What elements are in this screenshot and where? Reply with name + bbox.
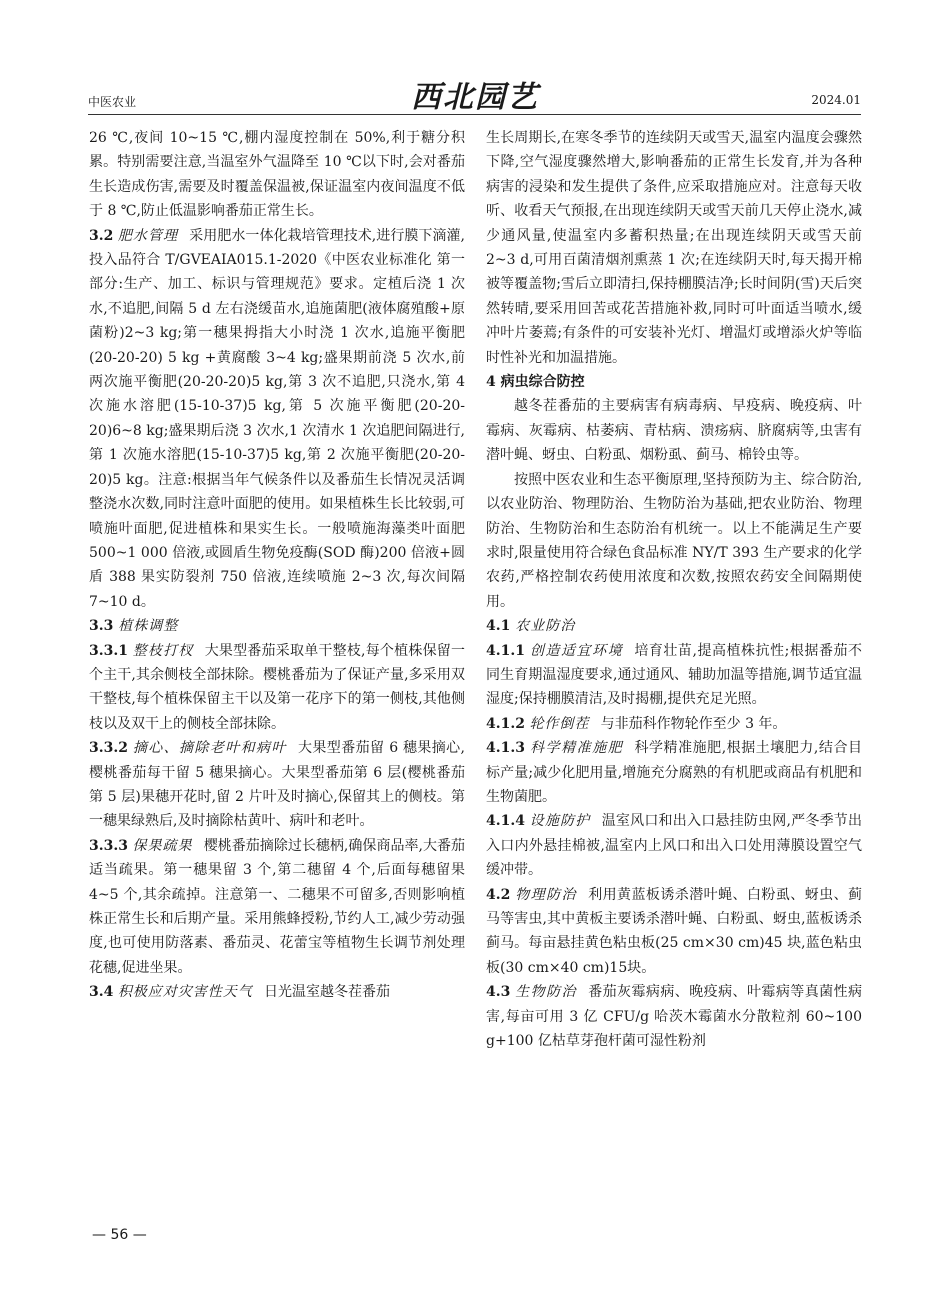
section-number: 4.3 bbox=[486, 984, 511, 1001]
section-3-3-1 bbox=[89, 639, 465, 737]
section-3-2 bbox=[89, 224, 465, 615]
section-title: 农业防治 bbox=[515, 618, 576, 635]
left-column bbox=[89, 126, 465, 1005]
section-3-4 bbox=[89, 980, 465, 1004]
paragraph: 按照中医农业和生态平衡原理,坚持预防为主、综合防治,以农业防治、物理防治、生物防治为基础,把农业防治、物理防治、生物防治和生态防治有机统一。以上不能满足生产要求时,限量使用符合绿色食品标准 NY/T 393 生产要求的化学农药,严格控制农药使用浓度和次数,按照农药安全间隔期使用。 bbox=[486, 471, 862, 610]
paragraph: 越冬茬番茄的主要病害有病毒病、早疫病、晚疫病、叶霉病、灰霉病、枯萎病、青枯病、溃疡病、脐腐病等,虫害有潜叶蝇、蚜虫、白粉虱、烟粉虱、蓟马、棉铃虫等。 bbox=[486, 398, 862, 464]
section-text: 番茄灰霉病病、晚疫病、叶霉病等真菌性病害,每亩可用 3 亿 CFU/g 哈茨木霉菌水分散粒剂 60~100 g+100 亿枯草芽孢杆菌可湿性粉剂 bbox=[486, 984, 863, 1050]
section-number: 4.1.4 bbox=[486, 813, 525, 830]
paragraph: 生长周期长,在寒冬季节的连续阴天或雪天,温室内温度会骤然下降,空气湿度骤然增大,影响番茄的正常生长发育,并为各种病害的浸染和发生提供了条件,应采取措施应对。注意每天收听、收看天气预报,在出现连续阴天或雪天前几天停止浇水,减少通风量,使温室内多蓄积热量;在出现连续阴天或雪天前 2~3 d,可用百菌清烟剂熏蒸 1 次;在连续阴天时,每天揭开棉被等覆盖物;雪后立即清扫,保持棚膜洁净;长时间阴(雪)天后突然转晴,要采用回苦或花苦措施补救,同时可叶面适当喷水,缓冲叶片萎蔫;有条件的可安装补光灯、增温灯或增添火炉等临时性补光和加温措施。 bbox=[486, 130, 862, 366]
section-4-1-3 bbox=[486, 736, 862, 809]
journal-section-label: 中医农业 bbox=[88, 95, 137, 109]
section-4-1-2 bbox=[486, 712, 862, 736]
section-3-3-heading bbox=[89, 614, 465, 638]
section-text: 采用肥水一体化栽培管理技术,进行膜下滴灌,投入品符合 T/GVEAIA015.1-2020《中医农业标准化 第一部分:生产、加工、标识与管理规范》要求。定植后浇 1 次水,不追肥,间隔 5 d 左右浇缓苗水,追施菌肥(液体腐殖酸+原菌粉)2~3 kg;第一穗果拇指大小时浇 1 次水,追施平衡肥(20-20-20) 5 kg +黄腐酸 3~4 kg;盛果期前浇 5 次水,前两次施平衡肥(20-20-20)5 kg,第 3 次不追肥,只浇水,第 4 次施水溶肥(15-10-37)5 kg,第 5 次施平衡肥(20-20-20)6~8 kg;盛果期后浇 3 次水,1 次清水 1 次追肥间隔进行,第 1 次施水溶肥(15-10-37)5 kg,第 2 次施平衡肥(20-20-20)5 kg。注意:根据当年气候条件以及番茄生长情况灵活调整浇水次数,同时注意叶面肥的使用。如果植株生长比较弱,可喷施叶面肥,促进植株和果实生长。一般喷施海藻类叶面肥 500~1 000 倍液,或圆盾生物免疫酶(SOD 酶)200 倍液+圆盾 388 果实防裂剂 750 倍液,连续喷施 2~3 次,每次间隔 7~10 d。 bbox=[89, 227, 466, 610]
journal-logo: 西北园艺 bbox=[411, 80, 539, 115]
section-keyword: 设施防护 bbox=[529, 813, 591, 830]
section-text: 与非茄科作物轮作至少 3 年。 bbox=[600, 715, 787, 732]
section-number: 3.2 bbox=[89, 227, 114, 244]
section-number: 3.4 bbox=[89, 984, 114, 1001]
section-title: 植株调整 bbox=[118, 618, 179, 635]
section-keyword: 整枝打杈 bbox=[132, 642, 194, 659]
paragraph: 26 ℃,夜间 10~15 ℃,棚内湿度控制在 50%,利于糖分积累。特别需要注意,当温室外气温降至 10 ℃以下时,会对番茄生长造成伤害,需要及时覆盖保温被,保证温室内夜间温度不低于 8 ℃,防止低温影响番茄正常生长。 bbox=[89, 130, 465, 220]
section-4-1-4 bbox=[486, 809, 862, 882]
section-4-1-heading bbox=[486, 614, 862, 638]
section-3-3-3 bbox=[89, 834, 465, 980]
section-keyword: 生物防治 bbox=[515, 984, 577, 1001]
section-number: 4.2 bbox=[486, 886, 511, 903]
section-4-3 bbox=[486, 980, 862, 1053]
section-text: 培育壮苗,提高植株抗性;根据番茄不同生育期温湿度要求,通过通风、辅助加温等措施,调节适宜温湿度;保持棚膜清洁,及时揭棚,提供充足光照。 bbox=[486, 642, 862, 708]
section-number: 3.3.1 bbox=[89, 642, 128, 659]
section-keyword: 创造适宜环境 bbox=[529, 642, 624, 659]
section-number: 3.3 bbox=[89, 618, 114, 635]
issue-date: 2024.01 bbox=[811, 93, 861, 107]
section-keyword: 积极应对灾害性天气 bbox=[117, 984, 253, 1001]
section-text: 日光温室越冬茬番茄 bbox=[264, 984, 390, 1001]
section-number: 3.3.3 bbox=[89, 837, 128, 854]
section-4-1-1 bbox=[486, 639, 862, 712]
page-number: — 56 — bbox=[92, 1227, 147, 1243]
right-column bbox=[486, 126, 862, 1053]
section-keyword: 肥水管理 bbox=[117, 227, 179, 244]
section-3-3-2 bbox=[89, 736, 465, 834]
section-number: 4.1.3 bbox=[486, 740, 525, 757]
section-number: 4.1.2 bbox=[486, 715, 525, 732]
section-keyword: 科学精准施肥 bbox=[529, 740, 624, 757]
section-text: 科学精准施肥,根据土壤肥力,结合目标产量;减少化肥用量,增施充分腐熟的有机肥或商品有机肥和生物菌肥。 bbox=[486, 740, 863, 805]
section-4-2 bbox=[486, 883, 862, 981]
section-number: 3.3.2 bbox=[89, 740, 128, 757]
section-text: 樱桃番茄摘除过长穗柄,确保商品率,大番茄适当疏果。第一穗果留 3 个,第二穗留 4 个,后面每穗留果 4~5 个,其余疏掉。注意第一、二穗果不可留多,否则影响植株正常生长和后期产量。采用熊蜂授粉,节约人工,减少劳动强度,也可使用防落素、番茄灵、花蕾宝等植物生长调节剂处理花穗,促进坐果。 bbox=[89, 837, 466, 976]
section-4-heading: 4 病虫综合防控 bbox=[486, 374, 585, 391]
section-number: 4.1 bbox=[486, 618, 511, 635]
section-keyword: 轮作倒茬 bbox=[529, 715, 590, 732]
section-keyword: 物理防治 bbox=[515, 886, 577, 903]
section-keyword: 摘心、摘除老叶和病叶 bbox=[132, 740, 287, 757]
section-text: 大果型番茄留 6 穗果摘心,樱桃番茄每干留 5 穗果摘心。大果型番茄第 6 层(樱桃番茄第 5 层)果穗开花时,留 2 片叶及时摘心,保留其上的侧枝。第一穗果绿熟后,及时摘除枯黄叶、病叶和老叶。 bbox=[89, 740, 466, 830]
section-keyword: 保果疏果 bbox=[132, 837, 193, 854]
section-text: 利用黄蓝板诱杀潜叶蝇、白粉虱、蚜虫、蓟马等害虫,其中黄板主要诱杀潜叶蝇、白粉虱、蚜虫,蓝板诱杀蓟马。每亩悬挂黄色粘虫板(25 cm×30 cm)45 块,蓝色粘虫板(30 cm×40 cm)15块。 bbox=[486, 886, 863, 976]
header-divider bbox=[88, 114, 861, 115]
section-text: 大果型番茄采取单干整枝,每个植株保留一个主干,其余侧枝全部抹除。樱桃番茄为了保证产量,多采用双干整枝,每个植株保留主干以及第一花序下的第一侧枝,其他侧枝以及双干上的侧枝全部抹除。 bbox=[89, 642, 466, 732]
section-text: 温室风口和出入口悬挂防虫网,严冬季节出入口内外悬挂棉被,温室内上风口和出入口处用薄膜设置空气缓冲带。 bbox=[486, 813, 863, 879]
section-number: 4.1.1 bbox=[486, 642, 525, 659]
